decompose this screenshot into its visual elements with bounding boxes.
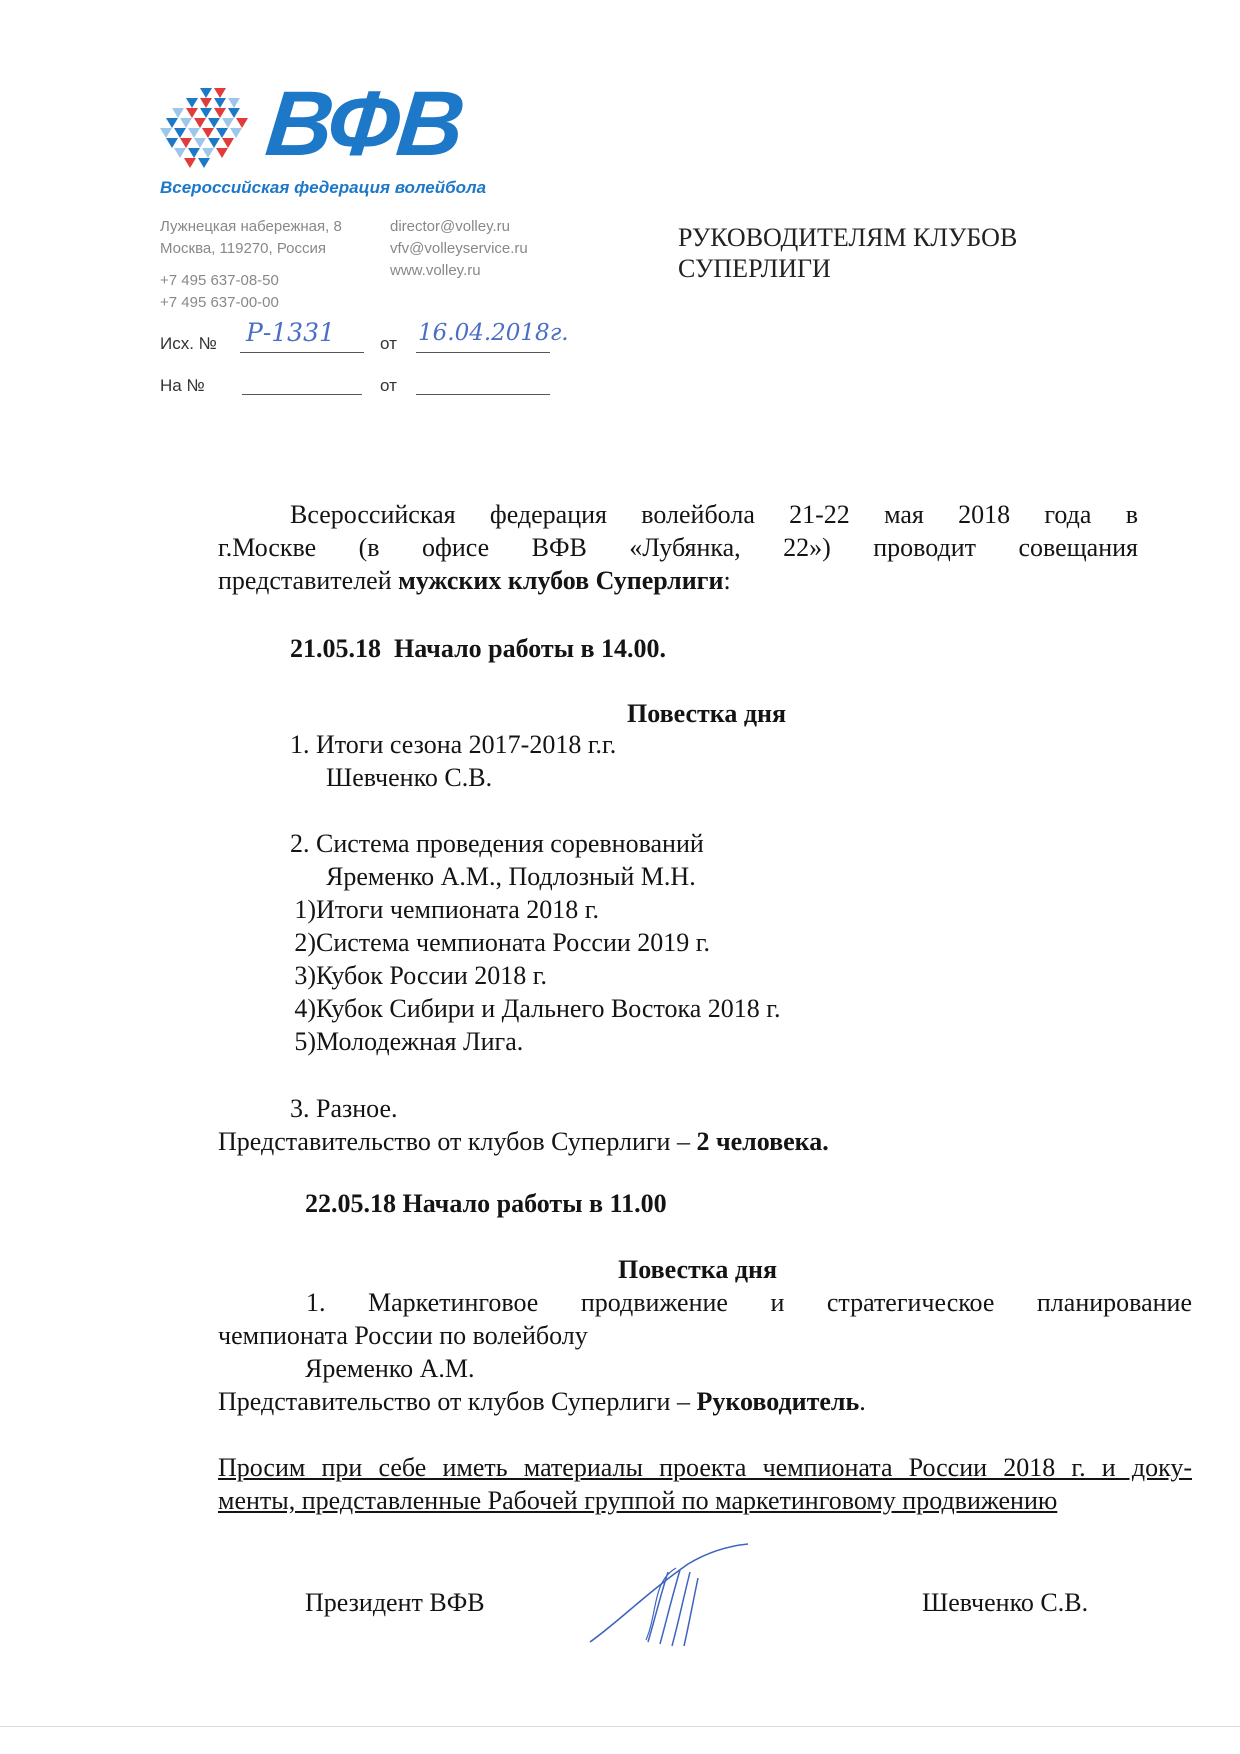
day1-item-1: 1. Итоги сезона 2017-2018 г.г. bbox=[290, 730, 617, 759]
request-line-1: Просим при себе иметь материалы проекта чемпионата России 2018 г. и доку- bbox=[218, 1453, 1192, 1482]
addressee-line-1: РУКОВОДИТЕЛЯМ КЛУБОВ bbox=[678, 223, 1018, 252]
intro-line-3-suffix: : bbox=[723, 566, 731, 595]
phone-1: +7 495 637-08-50 bbox=[160, 272, 279, 289]
day2-item-1-line-1: 1. Маркетинговое продвижение и стратегическое планирование bbox=[306, 1288, 1192, 1317]
email-service: vfv@volleyservice.ru bbox=[390, 240, 528, 257]
address-line-1: Лужнецкая набережная, 8 bbox=[160, 218, 342, 235]
phone-2: +7 495 637-00-00 bbox=[160, 294, 279, 311]
day1-item-2-speakers: Яременко А.М., Подлозный М.Н. bbox=[326, 862, 696, 891]
email-director: director@volley.ru bbox=[390, 218, 510, 235]
incoming-date-label: от bbox=[380, 376, 397, 395]
day1-item-2: 2. Система проведения соревнований bbox=[290, 829, 704, 858]
day2-agenda-title: Повестка дня bbox=[618, 1255, 778, 1284]
addressee-line-2: СУПЕРЛИГИ bbox=[678, 254, 831, 283]
incoming-number-line bbox=[242, 394, 362, 395]
day1-subitems bbox=[290, 893, 781, 1058]
day1-representation: Представительство от клубов Суперлиги – 2 человека. bbox=[218, 1127, 829, 1156]
day1-item-1-speaker: Шевченко С.В. bbox=[326, 763, 493, 792]
day2-representation: Представительство от клубов Суперлиги – Руководитель. bbox=[218, 1387, 866, 1416]
day1-item-3: 3. Разное. bbox=[290, 1094, 398, 1123]
intro-line-2: г.Москве (в офисе ВФВ «Лубянка, 22») проводит совещания bbox=[218, 533, 1138, 562]
day1-agenda-title: Повестка дня bbox=[627, 699, 787, 728]
day2-item-1-line-2: чемпионата России по волейболу bbox=[218, 1321, 588, 1350]
website-link: www.volley.ru bbox=[390, 262, 481, 279]
request-line-2: менты, представленные Рабочей группой по маркетинговому продвижению bbox=[218, 1486, 1058, 1515]
logo-mark bbox=[160, 88, 256, 168]
outgoing-number-value: Р-1331 bbox=[246, 318, 335, 347]
intro-line-3 bbox=[218, 564, 731, 597]
incoming-number-label: На № bbox=[160, 376, 205, 395]
address-line-2: Москва, 119270, Россия bbox=[160, 240, 327, 257]
intro-line-3-bold: мужских клубов Суперлиги bbox=[398, 566, 724, 595]
intro-line-1: Всероссийская федерация волейбола 21-22 мая 2018 года в bbox=[290, 500, 1138, 529]
page-bottom-edge bbox=[0, 1726, 1240, 1727]
addressee bbox=[678, 222, 1017, 284]
logo-triangles bbox=[160, 88, 248, 168]
day1-heading: 21.05.18 Начало работы в 14.00. bbox=[290, 634, 667, 663]
day2-heading: 22.05.18 Начало работы в 11.00 bbox=[305, 1189, 667, 1218]
list-item: 5) Молодежная Лига. bbox=[294, 1027, 524, 1056]
intro-line-3-prefix: представителей bbox=[218, 566, 399, 595]
incoming-date-line bbox=[416, 394, 550, 395]
day2-item-1-speaker: Яременко А.М. bbox=[305, 1354, 475, 1383]
outgoing-number-label: Исх. № bbox=[160, 334, 217, 353]
list-item: 3) Кубок России 2018 г. bbox=[294, 961, 548, 990]
outgoing-date-line bbox=[416, 352, 550, 353]
logo-wordmark: ВФВ bbox=[261, 73, 468, 175]
signatory-name: Шевченко С.В. bbox=[922, 1588, 1089, 1617]
outgoing-date-value: 16.04.2018г. bbox=[418, 320, 569, 346]
list-item: 4) Кубок Сибири и Дальнего Востока 2018 г. bbox=[294, 994, 781, 1023]
outgoing-number-line bbox=[240, 352, 364, 353]
list-item: 2) Система чемпионата России 2019 г. bbox=[294, 928, 711, 957]
outgoing-date-label: от bbox=[380, 334, 397, 353]
list-item: 1) Итоги чемпионата 2018 г. bbox=[294, 895, 600, 924]
signatory-title: Президент ВФВ bbox=[305, 1588, 485, 1617]
organization-name: Всероссийская федерация волейбола bbox=[160, 178, 487, 197]
handwritten-signature bbox=[588, 1542, 758, 1652]
